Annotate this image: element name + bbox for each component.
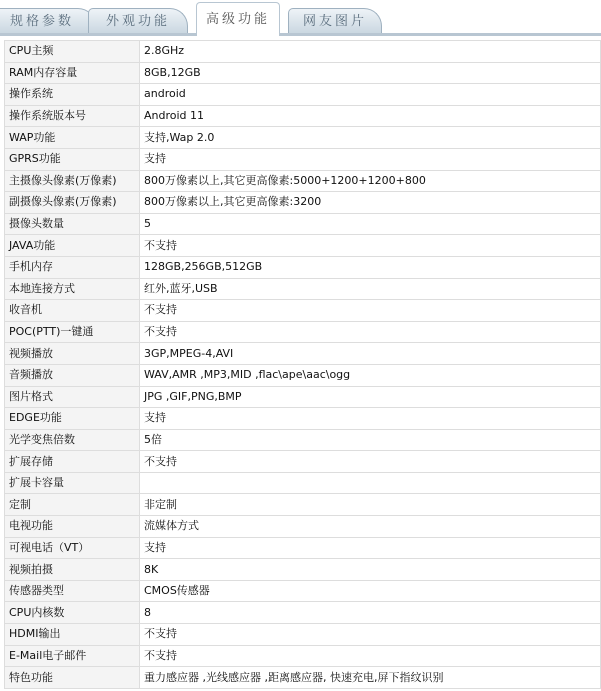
spec-row — [5, 667, 601, 689]
spec-label: 摄像头数量 — [5, 213, 140, 235]
spec-label: 定制 — [5, 494, 140, 516]
spec-value: 不支持 — [140, 321, 601, 343]
spec-label: 电视功能 — [5, 516, 140, 538]
spec-row — [5, 321, 601, 343]
spec-label: 传感器类型 — [5, 580, 140, 602]
spec-row — [5, 148, 601, 170]
spec-label: 手机内存 — [5, 256, 140, 278]
spec-value: 800万像素以上,其它更高像素:3200 — [140, 192, 601, 214]
spec-value: 8K — [140, 559, 601, 581]
spec-row — [5, 343, 601, 365]
spec-row — [5, 451, 601, 473]
spec-value: CMOS传感器 — [140, 580, 601, 602]
spec-label: GPRS功能 — [5, 148, 140, 170]
spec-value: 3GP,MPEG-4,AVI — [140, 343, 601, 365]
spec-row — [5, 429, 601, 451]
spec-label: 视频拍摄 — [5, 559, 140, 581]
spec-value: 流媒体方式 — [140, 516, 601, 538]
spec-row — [5, 537, 601, 559]
spec-label: JAVA功能 — [5, 235, 140, 257]
spec-value: 支持 — [140, 537, 601, 559]
spec-row — [5, 364, 601, 386]
spec-table — [4, 40, 601, 689]
spec-label: HDMI输出 — [5, 624, 140, 646]
spec-label: 操作系统 — [5, 84, 140, 106]
spec-value: 不支持 — [140, 451, 601, 473]
spec-value: 支持,Wap 2.0 — [140, 127, 601, 149]
spec-label: 扩展卡容量 — [5, 472, 140, 494]
spec-label: CPU主频 — [5, 41, 140, 63]
spec-value: 800万像素以上,其它更高像素:5000+1200+1200+800 — [140, 170, 601, 192]
spec-table-body — [5, 41, 601, 689]
tab-bar — [0, 0, 601, 36]
spec-value: Android 11 — [140, 105, 601, 127]
spec-row — [5, 41, 601, 63]
spec-value: android — [140, 84, 601, 106]
spec-value: 2.8GHz — [140, 41, 601, 63]
spec-row — [5, 300, 601, 322]
spec-row — [5, 580, 601, 602]
spec-label: 图片格式 — [5, 386, 140, 408]
spec-value: 不支持 — [140, 235, 601, 257]
tab-specs[interactable]: 规格参数 — [0, 8, 96, 34]
spec-row — [5, 62, 601, 84]
spec-label: 特色功能 — [5, 667, 140, 689]
spec-row — [5, 192, 601, 214]
spec-row — [5, 516, 601, 538]
spec-value: 非定制 — [140, 494, 601, 516]
spec-value: 不支持 — [140, 624, 601, 646]
spec-label: 副摄像头像素(万像素) — [5, 192, 140, 214]
spec-row — [5, 386, 601, 408]
spec-row — [5, 408, 601, 430]
spec-label: 收音机 — [5, 300, 140, 322]
spec-row — [5, 472, 601, 494]
spec-value: 重力感应器 ,光线感应器 ,距离感应器, 快速充电,屏下指纹识别 — [140, 667, 601, 689]
spec-label: E-Mail电子邮件 — [5, 645, 140, 667]
spec-row — [5, 645, 601, 667]
spec-value: JPG ,GIF,PNG,BMP — [140, 386, 601, 408]
spec-row — [5, 235, 601, 257]
spec-value: 5 — [140, 213, 601, 235]
tab-appearance[interactable]: 外观功能 — [88, 8, 188, 34]
spec-value: 红外,蓝牙,USB — [140, 278, 601, 300]
spec-row — [5, 127, 601, 149]
spec-row — [5, 278, 601, 300]
spec-row — [5, 105, 601, 127]
spec-label: CPU内核数 — [5, 602, 140, 624]
spec-row — [5, 494, 601, 516]
spec-value: 不支持 — [140, 300, 601, 322]
spec-row — [5, 256, 601, 278]
spec-label: RAM内存容量 — [5, 62, 140, 84]
spec-label: 操作系统版本号 — [5, 105, 140, 127]
spec-value: 8GB,12GB — [140, 62, 601, 84]
spec-row — [5, 84, 601, 106]
spec-row — [5, 602, 601, 624]
spec-label: WAP功能 — [5, 127, 140, 149]
tab-advanced-features[interactable]: 高级功能 — [196, 2, 280, 36]
spec-label: 光学变焦倍数 — [5, 429, 140, 451]
tab-bar-divider — [0, 33, 601, 36]
spec-value: 5倍 — [140, 429, 601, 451]
spec-label: POC(PTT)一键通 — [5, 321, 140, 343]
spec-row — [5, 170, 601, 192]
spec-value: WAV,AMR ,MP3,MID ,flac\ape\aac\ogg — [140, 364, 601, 386]
spec-value: 128GB,256GB,512GB — [140, 256, 601, 278]
spec-row — [5, 624, 601, 646]
spec-value: 支持 — [140, 408, 601, 430]
spec-label: 本地连接方式 — [5, 278, 140, 300]
spec-row — [5, 559, 601, 581]
spec-row — [5, 213, 601, 235]
spec-label: 音频播放 — [5, 364, 140, 386]
spec-label: 主摄像头像素(万像素) — [5, 170, 140, 192]
spec-value — [140, 472, 601, 494]
spec-label: 视频播放 — [5, 343, 140, 365]
spec-value: 8 — [140, 602, 601, 624]
spec-label: EDGE功能 — [5, 408, 140, 430]
spec-label: 可视电话（VT） — [5, 537, 140, 559]
tab-user-photos[interactable]: 网友图片 — [288, 8, 382, 34]
spec-label: 扩展存储 — [5, 451, 140, 473]
spec-value: 不支持 — [140, 645, 601, 667]
spec-value: 支持 — [140, 148, 601, 170]
